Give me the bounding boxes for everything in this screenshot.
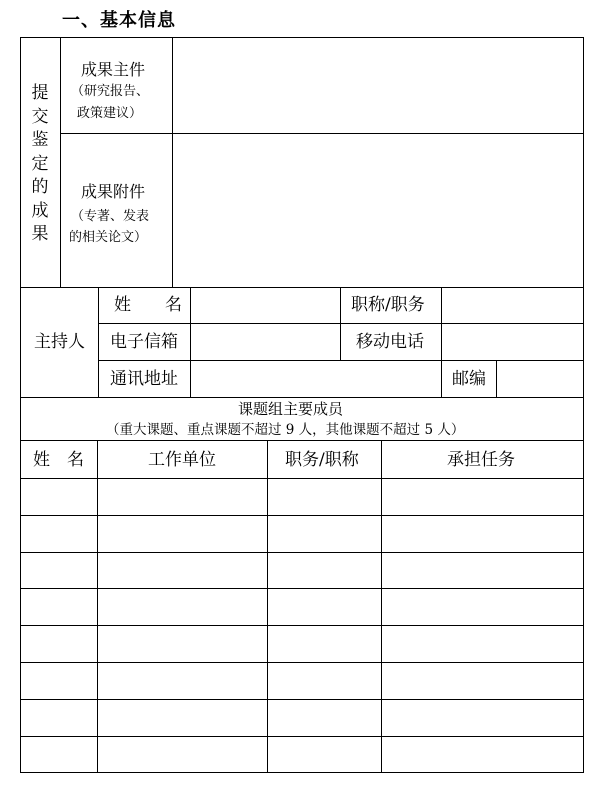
member-unit-cell[interactable] (98, 700, 266, 735)
member-unit-cell[interactable] (98, 589, 266, 624)
divider (98, 323, 584, 324)
divider (60, 133, 584, 134)
mobile-input[interactable] (443, 325, 582, 359)
divider (20, 397, 584, 398)
attachment-note: （专著、发表 (71, 209, 150, 224)
column-header-name: 姓 名 (33, 450, 84, 470)
name-label: 姓 名 (114, 295, 182, 315)
main-result-note: 政策建议） (77, 106, 143, 121)
member-position-cell[interactable] (268, 553, 380, 588)
email-label: 电子信箱 (110, 332, 178, 352)
member-task-cell[interactable] (382, 663, 583, 698)
member-position-cell[interactable] (268, 663, 380, 698)
main-result-input[interactable] (174, 39, 582, 131)
member-name-cell[interactable] (21, 700, 96, 735)
address-input[interactable] (192, 362, 439, 396)
main-result-note: （研究报告、 (71, 84, 150, 99)
member-task-cell[interactable] (382, 737, 583, 772)
member-task-cell[interactable] (382, 553, 583, 588)
member-unit-cell[interactable] (98, 737, 266, 772)
member-position-cell[interactable] (268, 589, 380, 624)
member-unit-cell[interactable] (98, 516, 266, 551)
member-task-cell[interactable] (382, 479, 583, 514)
divider (441, 287, 442, 397)
member-name-cell[interactable] (21, 516, 96, 551)
members-note: （重大课题、重点课题不超过 9 人，其他课题不超过 5 人） (106, 422, 465, 438)
divider (20, 440, 584, 441)
divider (340, 287, 341, 360)
member-position-cell[interactable] (268, 700, 380, 735)
member-name-cell[interactable] (21, 589, 96, 624)
member-task-cell[interactable] (382, 626, 583, 661)
member-task-cell[interactable] (382, 700, 583, 735)
divider (190, 287, 191, 397)
member-unit-cell[interactable] (98, 626, 266, 661)
member-position-cell[interactable] (268, 626, 380, 661)
host-label: 主持人 (34, 332, 85, 352)
member-position-cell[interactable] (268, 737, 380, 772)
address-label: 通讯地址 (110, 369, 178, 389)
member-position-cell[interactable] (268, 479, 380, 514)
column-header-unit: 工作单位 (148, 450, 216, 470)
title-label: 职称/职务 (351, 295, 425, 315)
mobile-label: 移动电话 (356, 332, 424, 352)
name-input[interactable] (192, 289, 338, 322)
main-result-label: 成果主件 (81, 60, 146, 79)
divider (98, 360, 584, 361)
email-input[interactable] (192, 325, 338, 359)
divider (172, 37, 173, 287)
member-unit-cell[interactable] (98, 479, 266, 514)
attachment-input[interactable] (174, 135, 582, 285)
attachment-note: 的相关论文） (69, 230, 148, 245)
zip-input[interactable] (498, 362, 582, 396)
divider (496, 360, 497, 397)
member-unit-cell[interactable] (98, 553, 266, 588)
member-task-cell[interactable] (382, 516, 583, 551)
member-name-cell[interactable] (21, 663, 96, 698)
members-heading: 课题组主要成员 (238, 400, 344, 418)
member-name-cell[interactable] (21, 553, 96, 588)
divider (60, 37, 61, 287)
column-header-task: 承担任务 (447, 450, 515, 470)
member-name-cell[interactable] (21, 626, 96, 661)
member-name-cell[interactable] (21, 737, 96, 772)
member-unit-cell[interactable] (98, 663, 266, 698)
attachment-label: 成果附件 (81, 182, 146, 201)
member-task-cell[interactable] (382, 589, 583, 624)
member-position-cell[interactable] (268, 516, 380, 551)
section-title: 一、基本信息 (62, 10, 176, 31)
column-header-position: 职务/职称 (285, 450, 359, 470)
divider (20, 287, 584, 288)
results-group-label: 提交鉴定的成果 (31, 83, 49, 244)
member-name-cell[interactable] (21, 479, 96, 514)
divider (98, 287, 99, 397)
title-input[interactable] (443, 289, 582, 322)
zip-label: 邮编 (452, 369, 486, 389)
